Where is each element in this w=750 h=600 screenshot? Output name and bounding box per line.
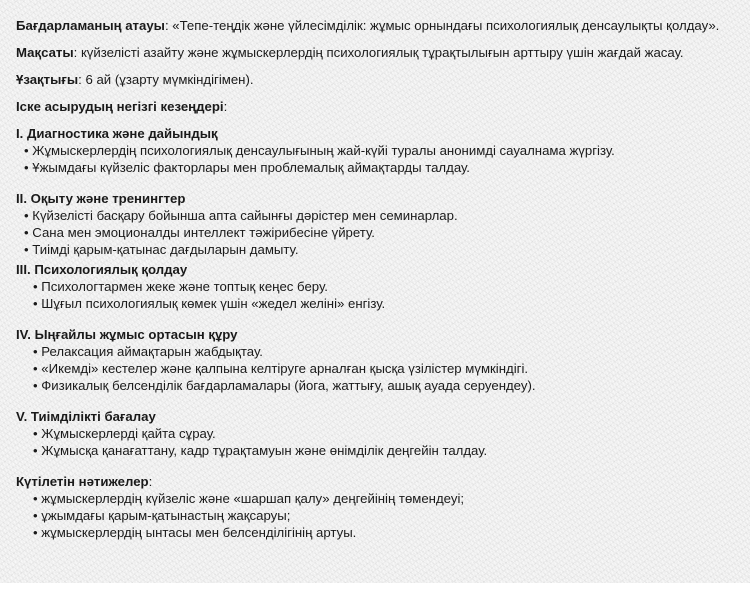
section-1-title: I. Диагностика және дайындық: [16, 126, 218, 141]
list-item: • Релаксация аймақтарын жабдықтау.: [16, 343, 734, 360]
expected-results: [16, 474, 734, 541]
program-duration: [16, 72, 734, 88]
list-item: • Физикалық белсенділік бағдарламалары (йога, жаттығу, ашық ауада серуендеу).: [16, 377, 734, 394]
section-2-title: II. Оқыту және тренингтер: [16, 191, 186, 206]
expected-results-colon: :: [148, 474, 153, 489]
section-1: [16, 126, 734, 176]
section-3: [16, 262, 734, 312]
program-duration-value: : 6 ай (ұзарту мүмкіндігімен).: [78, 72, 254, 87]
expected-results-title-text: Күтілетін нәтижелер: [16, 474, 149, 489]
program-name-label: Бағдарламаның атауы: [16, 18, 165, 33]
section-4-list: [16, 343, 734, 394]
section-5: [16, 409, 734, 459]
program-name-value: : «Тепе-теңдік және үйлесімділік: жұмыс орнындағы психологиялық денсаулықты қолдау».: [164, 18, 720, 33]
expected-results-list: [16, 490, 734, 541]
document-content: [16, 18, 734, 541]
list-item: • Жұмыскерлердің психологиялық денсаулығының жай-күйі туралы анонимді сауалнама жүргізу.: [16, 142, 734, 159]
list-item: • Жұмыскерлерді қайта сұрау.: [16, 425, 734, 442]
list-item: • «Икемді» кестелер және қалпына келтіруге арналған қысқа үзілістер мүмкіндігі.: [16, 360, 734, 377]
list-item: • Шұғыл психологиялық көмек үшін «жедел желіні» енгізу.: [16, 295, 734, 312]
program-goal-label: Мақсаты: [16, 45, 74, 60]
section-5-title: V. Тиімділікті бағалау: [16, 409, 156, 424]
section-2: [16, 191, 734, 258]
stages-heading-label: Іске асырудың негізгі кезеңдері: [16, 99, 224, 114]
section-3-title: III. Психологиялық қолдау: [16, 262, 188, 277]
list-item: • Ұжымдағы күйзеліс факторлары мен проблемалық аймақтарды талдау.: [16, 159, 734, 176]
list-item: • жұмыскерлердің ынтасы мен белсенділігінің артуы.: [16, 524, 734, 541]
program-goal-value: : күйзелісті азайту және жұмыскерлердің психологиялық тұрақтылығын арттыру үшін жағдай жасау.: [73, 45, 684, 60]
list-item: • Психологтармен жеке және топтық кеңес беру.: [16, 278, 734, 295]
stages-heading: [16, 99, 734, 115]
list-item: • Сана мен эмоционалды интеллект тәжірибесіне үйрету.: [16, 224, 734, 241]
list-item: • ұжымдағы қарым-қатынастың жақсаруы;: [16, 507, 734, 524]
stages-heading-colon: :: [223, 99, 228, 114]
section-1-list: [16, 142, 734, 176]
expected-results-title: [16, 474, 734, 490]
program-name: [16, 18, 734, 34]
section-4-title: IV. Ыңғайлы жұмыс ортасын құру: [16, 327, 238, 342]
section-3-list: [16, 278, 734, 312]
list-item: • Тиімді қарым-қатынас дағдыларын дамыту.: [16, 241, 734, 258]
program-goal: [16, 45, 734, 61]
section-4: [16, 327, 734, 394]
section-5-list: [16, 425, 734, 459]
program-duration-label: Ұзақтығы: [16, 72, 79, 87]
list-item: • жұмыскерлердің күйзеліс және «шаршап қалу» деңгейінің төмендеуі;: [16, 490, 734, 507]
list-item: • Күйзелісті басқару бойынша апта сайынғы дәрістер мен семинарлар.: [16, 207, 734, 224]
list-item: • Жұмысқа қанағаттану, кадр тұрақтамуын және өнімділік деңгейін талдау.: [16, 442, 734, 459]
section-2-list: [16, 207, 734, 258]
